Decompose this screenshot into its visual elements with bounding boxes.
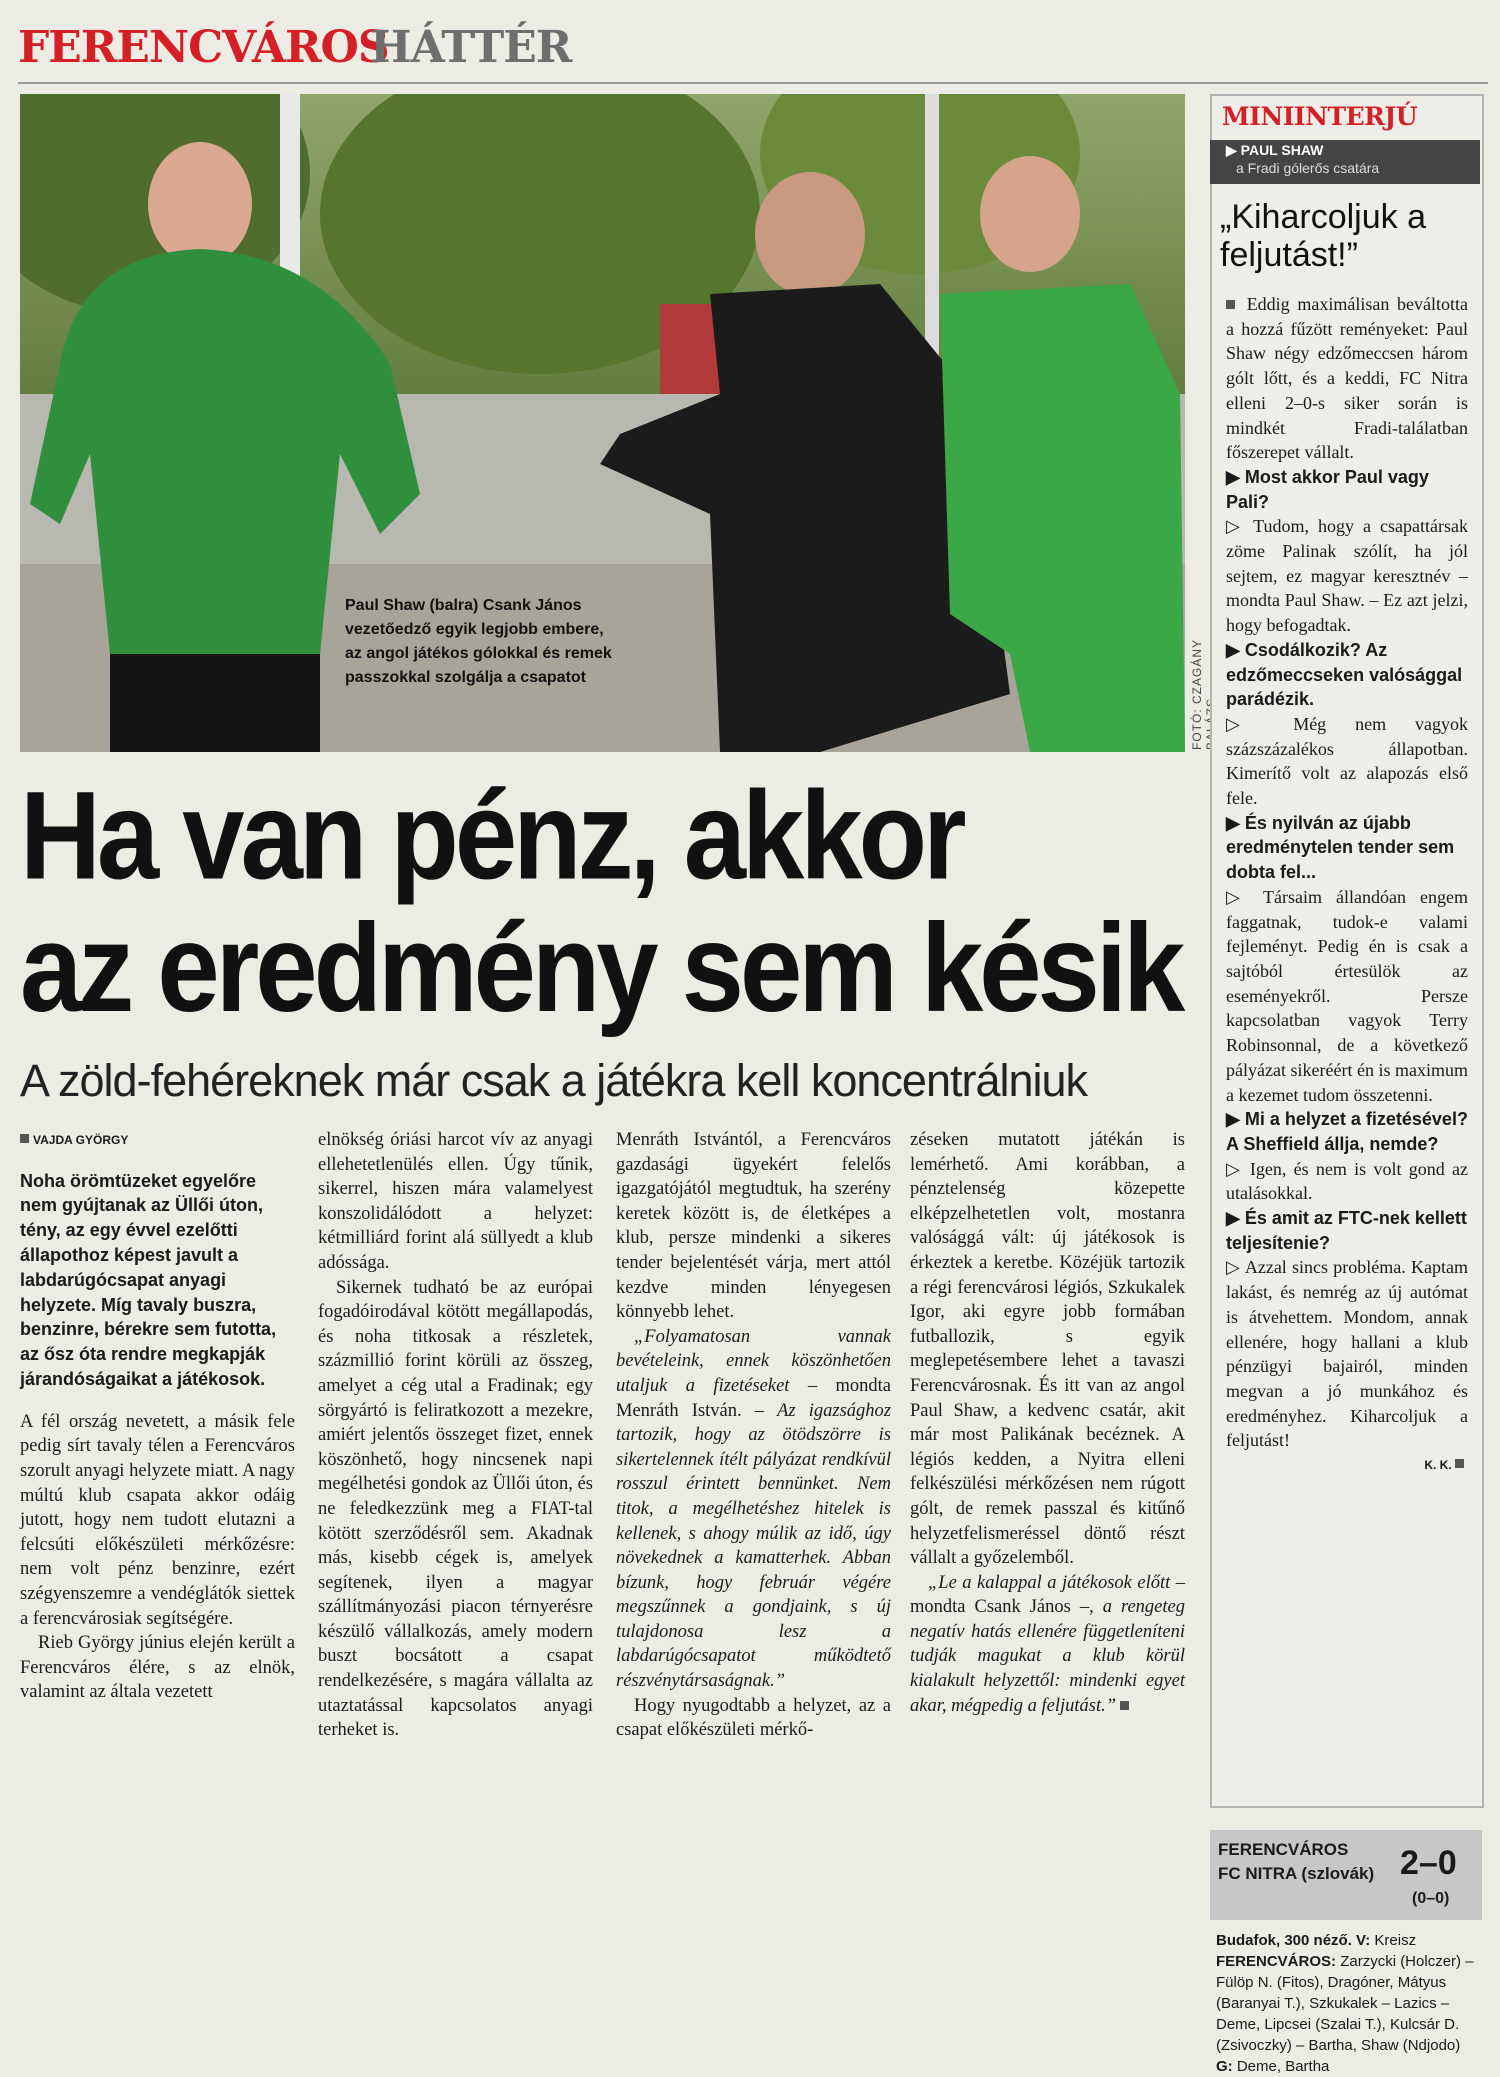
question-text: Csodálkozik? Az edzőmeccseken valósággal parádézik. — [1226, 639, 1463, 710]
body-paragraph: elnökség óriási harcot vív az anyagi ellehetetlenülés ellen. Úgy tűnik, sikerrel, hiszen mára valamelyest konszolidálódott a helyzet: kétmilliárd forint alá süllyedt a klub adóssága. — [318, 1130, 593, 1273]
quote-text: „Folyamatosan vannak bevételeink, ennek köszönhetően utaljuk a fizetéseket — [616, 1326, 891, 1396]
lineup-label: FERENCVÁROS: — [1216, 1953, 1337, 1970]
away-team: FC NITRA (szlovák) — [1218, 1864, 1375, 1883]
venue: Budafok, 300 néző. — [1216, 1932, 1352, 1949]
attribution: – mondta Csank János –, — [910, 1572, 1185, 1618]
body-paragraph: Rieb György június elején került a Ferencváros élére, s az elnök, valamint az általa vezetett — [20, 1633, 295, 1703]
byline-name: VAJDA GYÖRGY — [33, 1133, 129, 1147]
quote-paragraph — [616, 1325, 891, 1694]
answer-text: Tudom, hogy a csapattársak zöme Palinak szólít, ha jól sejtem, ez magyar keresztnév – mondta Paul Shaw. – Ez azt jelzi, hogy befogadtak. — [1226, 516, 1468, 636]
referee: Kreisz — [1374, 1932, 1417, 1949]
body-paragraph: Hogy nyugodtabb a helyzet, az a csapat előkészületi mérkő- — [616, 1695, 891, 1741]
referee-label: V: — [1356, 1932, 1371, 1949]
kicker-label: HÁTTÉR — [370, 22, 572, 73]
quote-text: „Le a kalappal a játékosok előtt — [928, 1572, 1171, 1593]
lead-paragraph: Noha örömtüzeket egyelőre nem gyújtanak az Üllői úton, tény, az egy évvel ezelőtti állapothoz képest javult a labdarúgócsapat anyagi helyzete. Míg tavaly buszra, benzinre, bérekre sem futotta, az ősz óta rendre megkapják járandóságaikat a játékosok. — [20, 1170, 277, 1389]
interview-intro — [1226, 292, 1468, 465]
interview-answer: ▷ Azzal sincs probléma. Kaptam lakást, és nemrég az új autómat is átvehettem. Mondom, annak ellenére, hogy hallani a klub pénzügyi bajairól, minden megvan a jó munkához és eredményhez. Kiharcoljuk a feljutást! — [1226, 1257, 1468, 1451]
article-column-3 — [616, 1128, 891, 1743]
signature-text: K. K. — [1424, 1458, 1452, 1473]
interview-quote: „Kiharcoljuk a feljutást!” — [1220, 198, 1426, 274]
interview-question: ▶ És amit az FTC-nek kellett teljesítenie? — [1226, 1208, 1467, 1253]
body-paragraph: Sikernek tudható be az európai fogadóirodával kötött megállapodás, és noha titkosak a részletek, százmillió forint körüli az összeg, amelyet a cég utal a Fradinak; egy sörgyártó is feliratkozott a mezekre, amiért jelentős összeget fizet, ennek köszönhető, hogy nincsenek napi megélhetési gondok az Üllői úton, és ne feledkezzünk meg a FIAT-tal kötött szerződésről sem. Akadnak más, kisebb cégek is, amelyek segítenek, ilyen a magyar szállítmányozási piacon térnyerésre készülő vállalkozás, amely modern buszt bocsátott a csapat rendelkezésére, s magára vállalta az utaztatással kapcsolatos anyagi terheket is. — [318, 1277, 593, 1741]
interview-question: ▶ Mi a helyzet a fizetésével? A Sheffield állja, nemde? — [1226, 1109, 1468, 1154]
mini-interview — [1210, 94, 1480, 1799]
interview-body — [1226, 292, 1468, 1478]
goalscorers: Deme, Bartha — [1236, 2058, 1330, 2075]
attribution: – mondta Menráth István. – — [616, 1375, 891, 1421]
body-paragraph: Menráth Istvántól, a Ferencváros gazdasági ügyekért felelős igazgatójától megtudtuk, ha szerény keretek között is, de életképes a klub, persze mindenki a sikeres tender bejelentését várja, mert attól kezdve minden lényegesen könnyebb lehet. — [616, 1130, 891, 1323]
article-column-1 — [20, 1128, 295, 1705]
photo-credit: FOTÓ: CZAGÁNY — [1190, 639, 1204, 750]
headline-line-2: az eredmény sem késik — [20, 897, 1182, 1038]
person-name-text: PAUL SHAW — [1240, 142, 1324, 158]
interview-question: ▶ Most akkor Paul vagy Pali? — [1226, 466, 1429, 512]
square-bullet-icon — [20, 1134, 29, 1143]
answer-text: Társaim állandóan engem faggatnak, tudok-e valami fejleményt. Pedig én is csak a sajtóból értesülök az eseményekről. Persze kapcsolatban vagyok Terry Robinsonnal, de a következő pályázat sikeréért én is maximum a kezemet tudom összetenni. — [1226, 886, 1468, 1105]
body-paragraph: zéseken mutatott játékán is lemérhető. Ami korábban, a pénztelenség közepette elképzelhetetlen volt, mostanra valósággá vált: új játékosok is érkeztek a keretbe. Közéjük tartozik a régi ferencvárosi légiós, Szkukalek Igor, aki egyre jobb formában futballozik, s egyik meglepetésembere lehet a tavaszi Ferencvárosnak. És itt van az angol Paul Shaw, a kedvenc csatár, akit már most Palikának becéznek. A légiós kedden, a Nyitra elleni felkészülési mérkőzésen nem rúgott gólt, de remek passzal és kitűnő helyzetfelismeréssel döntő részt vállalt a győzelemből. — [910, 1130, 1185, 1569]
section-label: FERENCVÁROS — [18, 22, 389, 73]
square-bullet-icon — [1226, 300, 1235, 309]
subtitle: A zöld-fehéreknek már csak a játékra kell koncentrálniuk — [20, 1055, 1088, 1106]
person-name: ▶ PAUL SHAW — [1226, 142, 1324, 158]
intro-text: Eddig maximálisan beváltotta a hozzá fűzött reményeket: Paul Shaw négy edzőmeccsen három gólt lőtt, és a keddi, FC Nitra elleni 2–0-s siker során is mindkét Fradi-találatban főszerepet vállalt. — [1226, 294, 1468, 463]
question-text: És amit az FTC-nek kellett teljesítenie? — [1226, 1208, 1467, 1253]
byline — [20, 1128, 295, 1153]
match-scoreboard — [1210, 1830, 1482, 2075]
goals-label: G: — [1216, 2058, 1233, 2075]
interview-answer: ▷ Társaim állandóan engem faggatnak, tudok-e valami fejleményt. Pedig én is csak a sajtóból értesülök az eseményekről. Persze kapcsolatban vagyok Terry Robinsonnal, de a következő pályázat sikeréért én is maximum a kezemet tudom összetenni. — [1226, 886, 1468, 1105]
question-text: És nyilván az újabb eredménytelen tender sem dobta fel... — [1226, 812, 1455, 883]
body-paragraph: A fél ország nevetett, a másik fele pedig sírt tavaly télen a Ferencváros szorult anyagi helyzete miatt. A nagy múltú klub csapata akkor odáig jutott, hogy nem tudott elutazni a felcsúti előkészületi mérkőzésre: nem volt pénz benzinre, ezért szégyenszemre a vendéglátók siettek a ferencvárosiak segítségére. — [20, 1411, 295, 1629]
final-score: 2–0 — [1400, 1844, 1457, 1882]
lineup: Zarzycki (Holczer) – Fülöp N. (Fitos), Dragóner, Mátyus (Baranyai T.), Szkukalek – Lazics – Deme, Lipcsei (Szalai T.), Kulcsár D. (Zsivoczky) – Bartha, Shaw (Ndjodo) — [1216, 1953, 1474, 2054]
headline — [20, 765, 1200, 1038]
quote-text: a rengeteg negatív hatás ellenére függetleníteni tudják magukat a klub körül kialakult helyzettől: mindenki egyet akar, mégpedig a feljutást.” — [910, 1597, 1185, 1716]
article-column-2 — [318, 1128, 593, 1743]
person-role: a Fradi gólerős csatára — [1236, 160, 1380, 176]
match-details — [1216, 1930, 1478, 2077]
home-team: FERENCVÁROS — [1218, 1840, 1349, 1859]
interview-answer: ▷ Még nem vagyok százszázalékos állapotban. Kimerítő volt az alapozás első fele. — [1226, 713, 1468, 809]
answer-text: Igen, és nem is volt gond az utalásokkal. — [1226, 1158, 1468, 1204]
quote-paragraph — [910, 1571, 1185, 1719]
photo-caption: Paul Shaw (balra) Csank János vezetőedző egyik legjobb embere, az angol játékos gólokkal és remek passzokkal szolgálja a csapatot — [345, 597, 612, 686]
halftime-score: (0–0) — [1412, 1890, 1450, 1907]
answer-text: Azzal sincs probléma. Kaptam lakást, és nemrég az új autómat is átvehettem. Mondom, annak ellenére, hogy hallani a klub pénzügyi bajairól, minden megvan a jó munkához és eredményhez. Kiharcoljuk a feljutást! — [1226, 1257, 1468, 1451]
section-header — [18, 22, 1488, 82]
interviewer-signature — [1226, 1453, 1468, 1478]
question-text: Most akkor Paul vagy Pali? — [1226, 466, 1429, 512]
mini-interview-title: MINIINTERJÚ — [1222, 102, 1418, 131]
headline-line-1: Ha van pénz, akkor — [20, 765, 963, 906]
end-square-icon — [1455, 1459, 1464, 1468]
article-column-4 — [910, 1128, 1185, 1718]
header-rule — [18, 82, 1488, 84]
quote-text: Az igazsághoz tartozik, hogy az ötödszörre is sikertelennek ítélt pályázat rendkívül rosszul érintett bennünket. Nem titok, a megélhetéshez hitelek is kellenek, s ahogy múlik az idő, úgy növekednek a kamatterhek. Abban bízunk, hogy február végére megszűnnek a gondjaink, s új tulajdonosa lesz a labdarúgócsapatot működtető részvénytársaságnak.” — [616, 1400, 891, 1692]
interview-question: ▶ És nyilván az újabb eredménytelen tender sem dobta fel... — [1226, 812, 1455, 883]
end-square-icon — [1120, 1701, 1129, 1710]
interview-answer: ▷ Tudom, hogy a csapattársak zöme Palinak szólít, ha jól sejtem, ez magyar keresztnév – mondta Paul Shaw. – Ez azt jelzi, hogy befogadtak. — [1226, 516, 1468, 636]
question-text: Mi a helyzet a fizetésével? A Sheffield állja, nemde? — [1226, 1109, 1468, 1154]
interview-question: ▶ Csodálkozik? Az edzőmeccseken valósággal parádézik. — [1226, 639, 1463, 710]
answer-text: Még nem vagyok százszázalékos állapotban. Kimerítő volt az alapozás első fele. — [1226, 713, 1468, 809]
interview-answer: ▷ Igen, és nem is volt gond az utalásokkal. — [1226, 1158, 1468, 1204]
